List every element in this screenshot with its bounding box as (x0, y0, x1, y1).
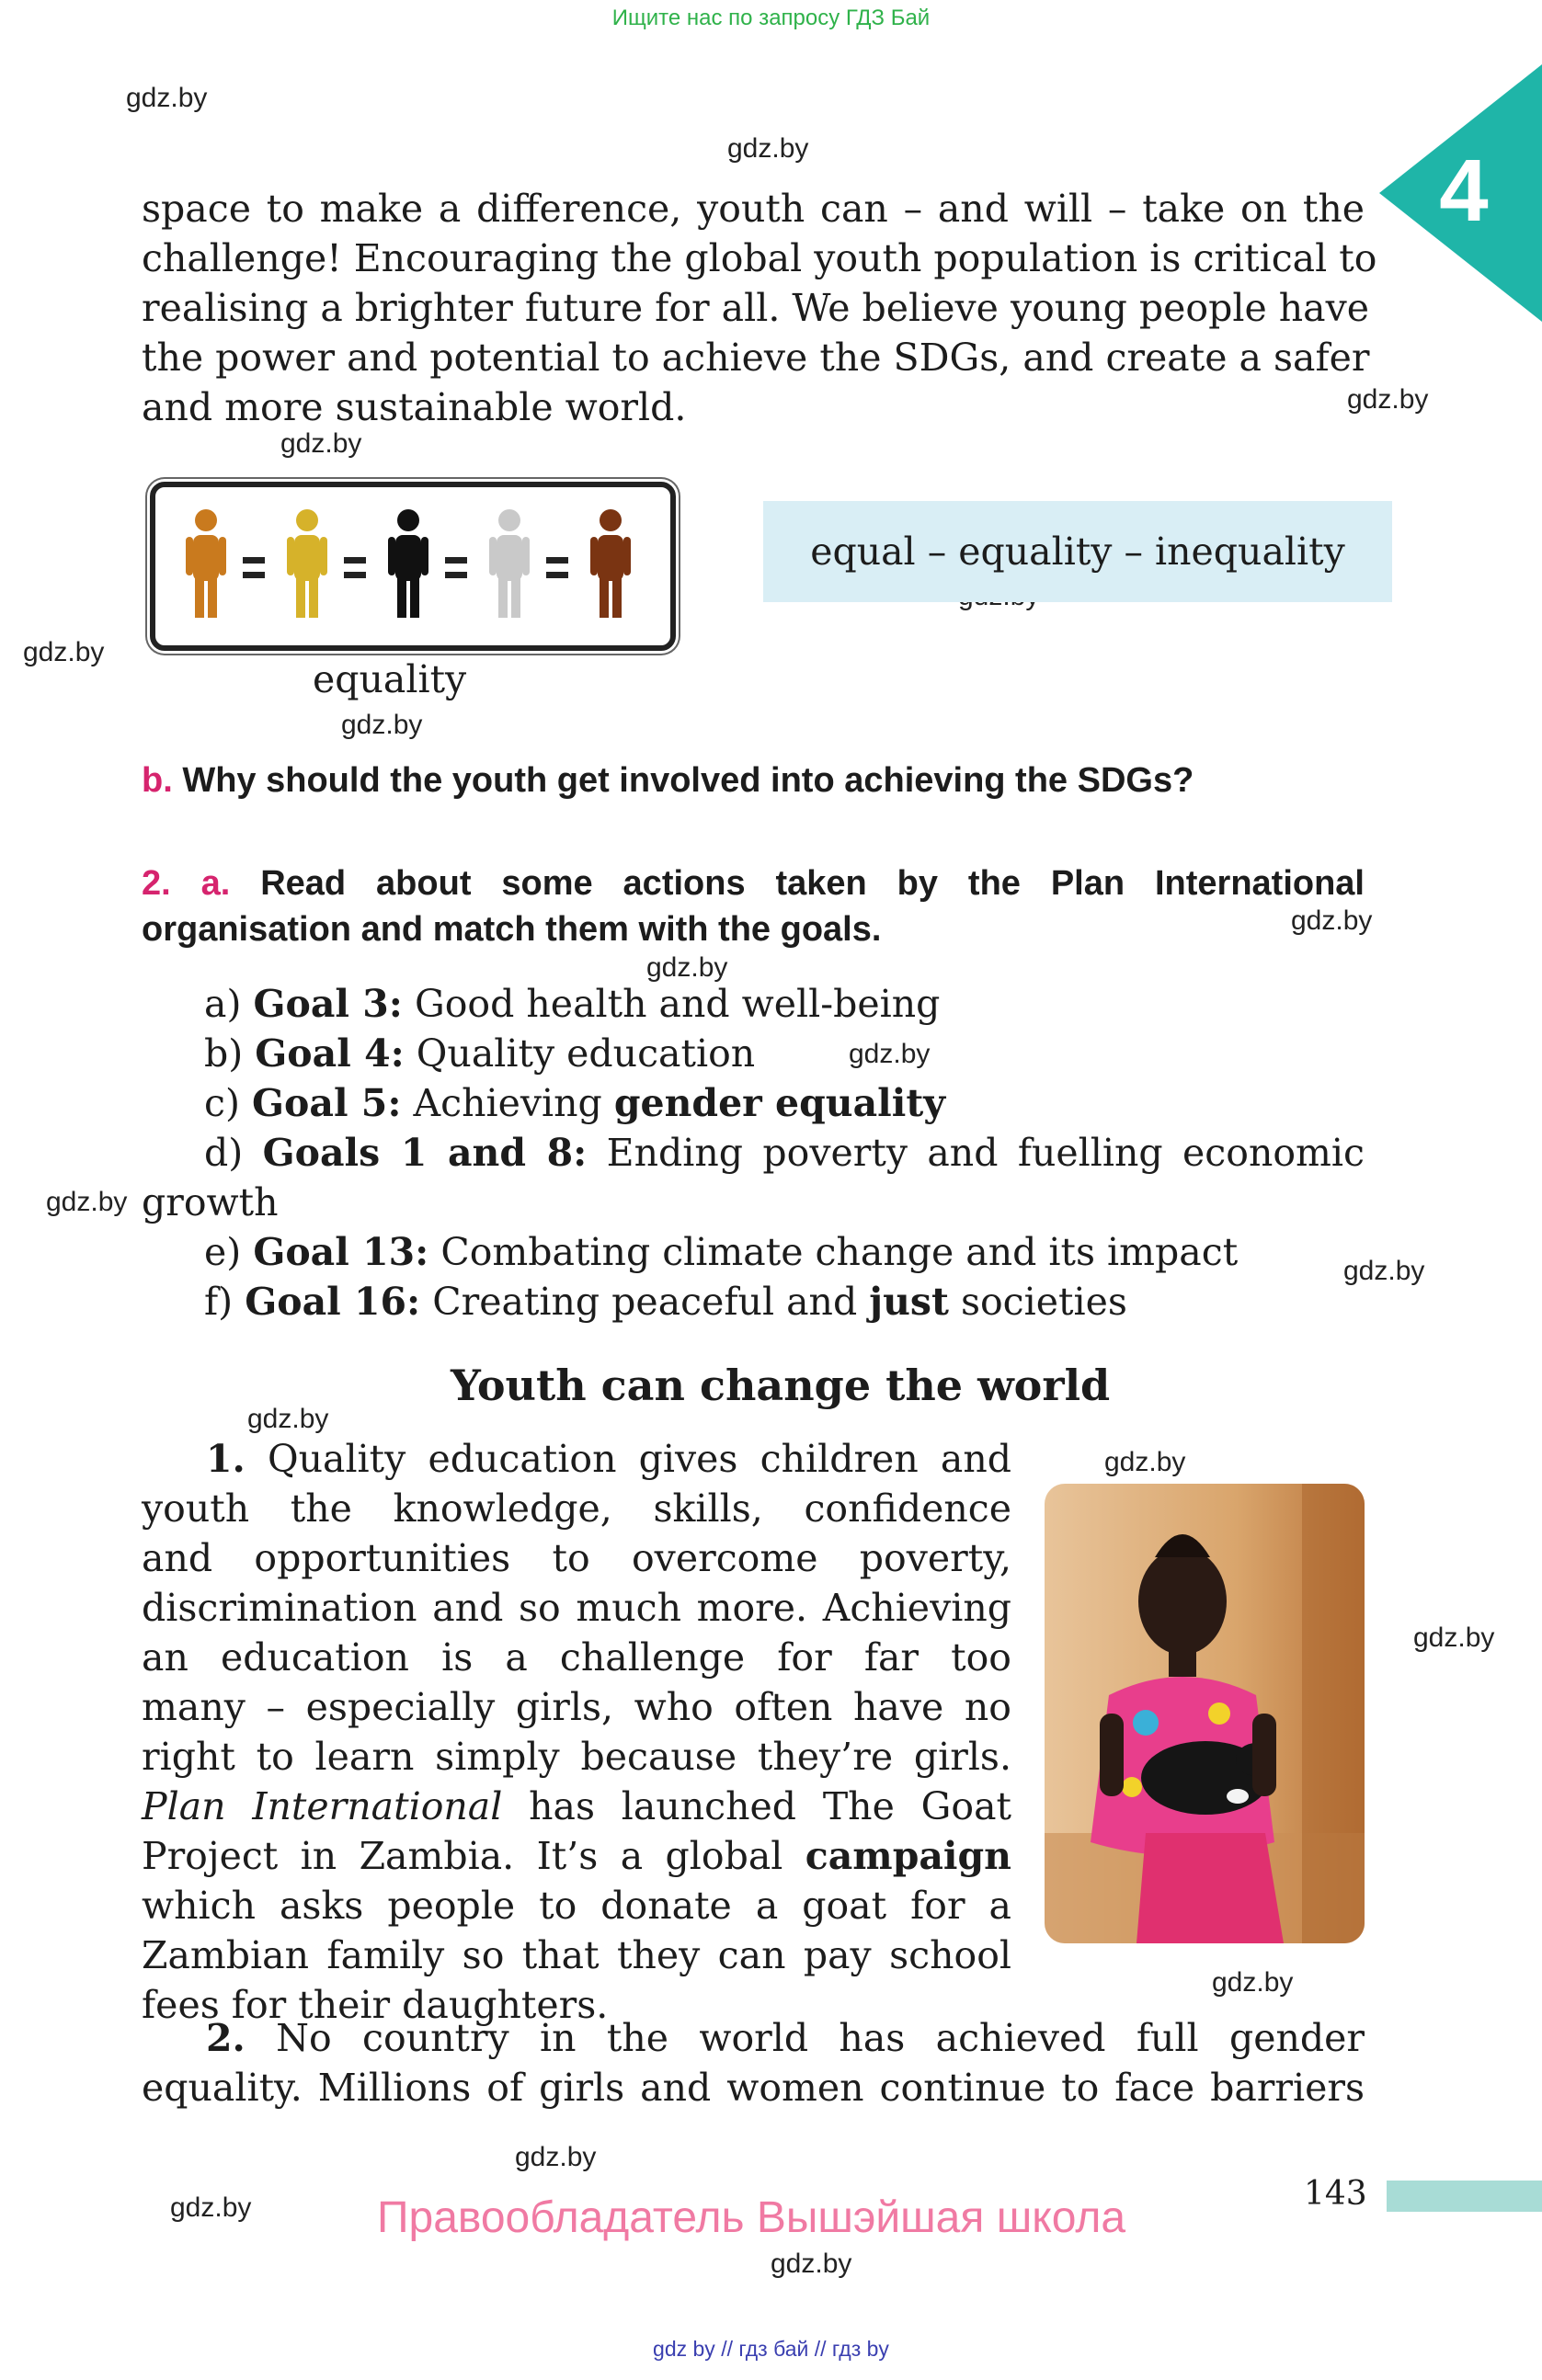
watermark: gdz.by (646, 952, 728, 983)
watermark: gdz.by (170, 2192, 252, 2223)
goal-number: Goal 13: (253, 1230, 429, 1274)
vocabulary-box (763, 501, 1392, 602)
text-line: Project in Zambia. It’s a global campaign (142, 1834, 1011, 1878)
watermark: gdz.by (126, 83, 208, 113)
organisation-name: Plan International (142, 1784, 503, 1828)
text-line: and opportunities to overcome poverty, (142, 1536, 1011, 1580)
text-line: and more sustainable world. (142, 385, 687, 429)
watermark: gdz.by (771, 2249, 852, 2279)
goal-item (204, 1280, 1127, 1324)
person-icon (489, 509, 530, 618)
watermark: gdz.by (1343, 1256, 1425, 1286)
goal-letter: b) (204, 1031, 244, 1076)
task-line (142, 860, 1365, 906)
person-icon (186, 509, 226, 618)
goal-letter: f) (204, 1280, 234, 1324)
person-icon (388, 509, 428, 618)
paragraph-number: 1. (206, 1437, 246, 1481)
text-line: which asks people to donate a goat for a (142, 1884, 1011, 1928)
people-figures-icon (155, 487, 670, 645)
person-icon (287, 509, 327, 618)
goal-letter: d) (204, 1131, 244, 1175)
paragraph-1 (142, 1434, 1011, 2030)
text-line: fees for their daughters. (142, 1983, 609, 2027)
task-number: 2. (142, 864, 171, 903)
watermark: gdz.by (1347, 384, 1429, 415)
task-text: Read about some actions taken by the Plan International (260, 864, 1365, 903)
goal-number: Goal 5: (252, 1081, 402, 1125)
goal-number: Goals 1 and 8: (262, 1131, 588, 1175)
goal-letter: a) (204, 982, 242, 1026)
text-line: challenge! Encouraging the global youth population is critical to (142, 236, 1377, 280)
paragraph-2 (142, 2013, 1365, 2112)
chapter-number: 4 (1439, 142, 1489, 240)
top-banner: Ищите нас по запросу ГДЗ Бай (611, 6, 931, 30)
goal-keyword: gender equality (613, 1081, 946, 1125)
copyright-notice: Правообладатель Вышэйшая школа (377, 2193, 1126, 2242)
goal-item (204, 1081, 945, 1125)
goal-item (204, 1131, 1365, 1175)
text-line: youth the knowledge, skills, confidence (142, 1486, 1011, 1531)
watermark: gdz.by (1212, 1967, 1294, 1998)
watermark: gdz.by (280, 428, 362, 459)
watermark: gdz.by (1104, 1447, 1186, 1477)
equals-icon (243, 557, 265, 578)
chapter-tab (1379, 64, 1542, 322)
task-line: organisation and match them with the goals. (142, 910, 882, 949)
watermark: gdz.by (1413, 1623, 1495, 1653)
task-text: Why should the youth get involved into achieving the SDGs? (182, 761, 1194, 800)
watermark: gdz.by (727, 133, 809, 164)
keyword: campaign (805, 1834, 1011, 1878)
goal-number: Goal 16: (245, 1280, 421, 1324)
goal-letter: c) (204, 1081, 240, 1125)
photo-illustration (1045, 1484, 1365, 1943)
watermark: gdz.by (341, 710, 423, 740)
goal-number: Goal 3: (253, 982, 403, 1026)
goal-description: Ending poverty and fuelling economic (606, 1131, 1365, 1175)
goal-description: Good health and well-being (415, 982, 941, 1026)
goal-description: societies (960, 1280, 1127, 1324)
watermark: gdz.by (515, 2142, 597, 2172)
vocabulary-text: equal – equality – inequality (810, 530, 1345, 574)
goal-number: Goal 4: (255, 1031, 405, 1076)
watermark: gdz.by (23, 637, 105, 667)
paragraph-number: 2. (206, 2016, 246, 2060)
text-line: equality. Millions of girls and women continue to face barriers (142, 2066, 1365, 2110)
goal-letter: e) (204, 1230, 242, 1274)
equality-caption: equality (313, 657, 467, 701)
task-label: b. (142, 761, 173, 800)
goal-item (204, 982, 940, 1026)
watermark: gdz.by (849, 1039, 931, 1069)
text-line: 2. No country in the world has achieved full gender (206, 2016, 1365, 2060)
equals-icon (445, 557, 467, 578)
text-line: realising a brighter future for all. We believe young people have (142, 286, 1370, 330)
equality-illustration (150, 482, 676, 651)
text-line: discrimination and so much more. Achieving (142, 1586, 1011, 1630)
goal-item (204, 1230, 1238, 1274)
goal-keyword: just (869, 1280, 949, 1324)
watermark: gdz.by (1291, 905, 1373, 936)
equals-icon (344, 557, 366, 578)
intro-paragraph (142, 184, 1377, 432)
watermark: gdz.by (46, 1187, 128, 1217)
equals-icon (546, 557, 568, 578)
goal-description: Quality education (416, 1031, 756, 1076)
bottom-links[interactable]: gdz by // гдз бай // гдз by (653, 2337, 889, 2361)
person-icon (590, 509, 631, 618)
task-b (142, 761, 1365, 801)
text-line: the power and potential to achieve the SDGs, and create a safer (142, 336, 1370, 380)
goal-description: Creating peaceful and (432, 1280, 858, 1324)
goal-description: Achieving (413, 1081, 602, 1125)
text-line: 1. Quality education gives children and (206, 1437, 1011, 1481)
task-label: a. (200, 864, 231, 903)
footer-bar (1387, 2181, 1542, 2212)
text-line: space to make a difference, youth can – and will – take on the (142, 187, 1365, 231)
girl-with-goat-photo (1045, 1484, 1365, 1943)
task-2a (142, 860, 1365, 952)
text-line: an education is a challenge for far too (142, 1635, 1011, 1680)
page-number: 143 (1304, 2175, 1367, 2213)
goal-description: Combating climate change and its impact (440, 1230, 1239, 1274)
text-line: many – especially girls, who often have no (142, 1685, 1011, 1729)
watermark: gdz.by (247, 1404, 329, 1434)
goal-item-wrap: growth (142, 1180, 279, 1224)
goal-item (204, 1031, 755, 1076)
section-heading: Youth can change the world (451, 1361, 1111, 1410)
text-line: Plan International has launched The Goat (142, 1784, 1011, 1828)
text-line: right to learn simply because they’re girls. (142, 1735, 1011, 1779)
text-line: Zambian family so that they can pay school (142, 1933, 1011, 1977)
